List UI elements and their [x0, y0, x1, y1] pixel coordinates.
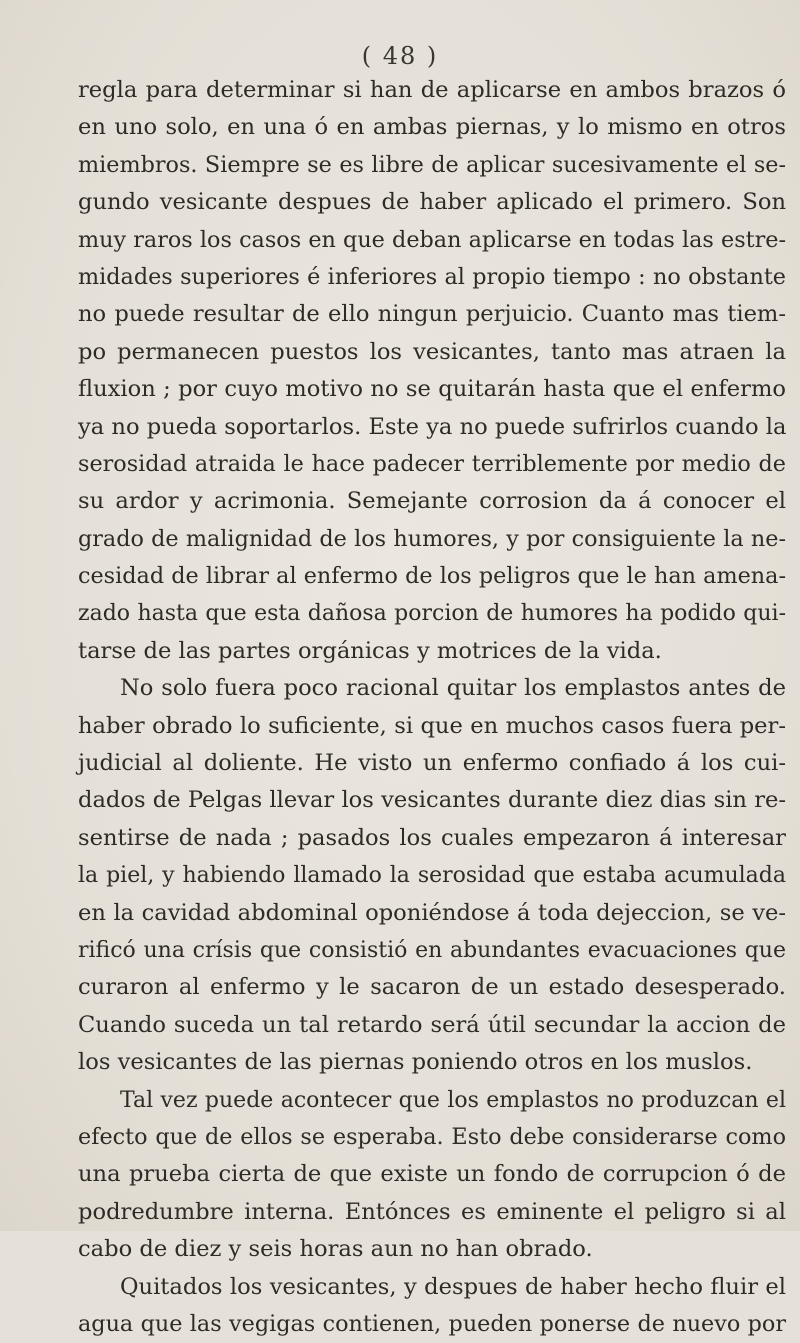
text-line: sentirse de nada ; pasados los cuales empezaron á interesar — [78, 824, 786, 851]
text-line: dados de Pelgas llevar los vesicantes durante diez dias sin re- — [78, 787, 786, 814]
text-line: muy raros los casos en que deban aplicarse en todas las estre- — [78, 226, 786, 253]
text-line: fluxion ; por cuyo motivo no se quitarán hasta que el enfermo — [78, 376, 786, 403]
text-line: No solo fuera poco racional quitar los emplastos antes de — [120, 675, 786, 702]
text-line: zado hasta que esta dañosa porcion de humores ha podido qui- — [78, 601, 786, 627]
text-line: judicial al doliente. He visto un enfermo confiado á los cui- — [78, 750, 786, 777]
text-line: po permanecen puestos los vesicantes, tanto mas atraen la — [78, 338, 786, 365]
text-line: gundo vesicante despues de haber aplicado el primero. Son — [78, 189, 786, 216]
text-line: curaron al enfermo y le sacaron de un estado desesperado. — [78, 974, 786, 1001]
text-line: no puede resultar de ello ningun perjuicio. Cuanto mas tiem- — [78, 301, 786, 328]
text-line: su ardor y acrimonia. Semejante corrosion da á conocer el — [78, 488, 786, 515]
text-line: Quitados los vesicantes, y despues de haber hecho fluir el — [120, 1273, 786, 1300]
text-line: la piel, y habiendo llamado la serosidad que estaba acumulada — [78, 863, 786, 889]
text-line: tarse de las partes orgánicas y motrices de la vida. — [78, 637, 662, 664]
page-number: ( 48 ) — [361, 42, 439, 70]
text-line: regla para determinar si han de aplicarse en ambos brazos ó — [78, 77, 786, 103]
text-line: los vesicantes de las piernas poniendo otros en los muslos. — [78, 1049, 753, 1076]
text-line: en la cavidad abdominal oponiéndose á toda dejeccion, se ve- — [78, 899, 786, 926]
text-line: serosidad atraida le hace padecer terriblemente por medio de — [78, 450, 786, 477]
text-line: midades superiores é inferiores al propio tiempo : no obstante — [78, 263, 786, 290]
text-line: haber obrado lo suficiente, si que en muchos casos fuera per- — [78, 712, 786, 739]
text-line: rificó una crísis que consistió en abundantes evacuaciones que — [78, 937, 786, 963]
text-line: Cuando suceda un tal retardo será útil secundar la accion de — [78, 1011, 786, 1038]
text-line: Tal vez puede acontecer que los emplastos no produzcan el — [120, 1087, 786, 1113]
text-line: podredumbre interna. Entónces es eminente el peligro si al — [78, 1198, 786, 1225]
text-line: miembros. Siempre se es libre de aplicar sucesivamente el se- — [78, 151, 786, 178]
text-line: en uno solo, en una ó en ambas piernas, y lo mismo en otros — [78, 114, 786, 141]
text-line: cabo de diez y seis horas aun no han obrado. — [78, 1236, 593, 1263]
text-line: grado de malignidad de los humores, y por consiguiente la ne- — [78, 525, 786, 552]
text-line: una prueba cierta de que existe un fondo de corrupcion ó de — [78, 1161, 786, 1188]
text-line: ya no pueda soportarlos. Este ya no puede sufrirlos cuando la — [78, 413, 787, 440]
text-line: efecto que de ellos se esperaba. Esto debe considerarse como — [78, 1123, 786, 1150]
body-text — [78, 72, 786, 1343]
text-line: cesidad de librar al enfermo de los peligros que le han amena- — [78, 563, 786, 590]
text-line: agua que las vegigas contienen, pueden ponerse de nuevo por — [78, 1310, 786, 1337]
